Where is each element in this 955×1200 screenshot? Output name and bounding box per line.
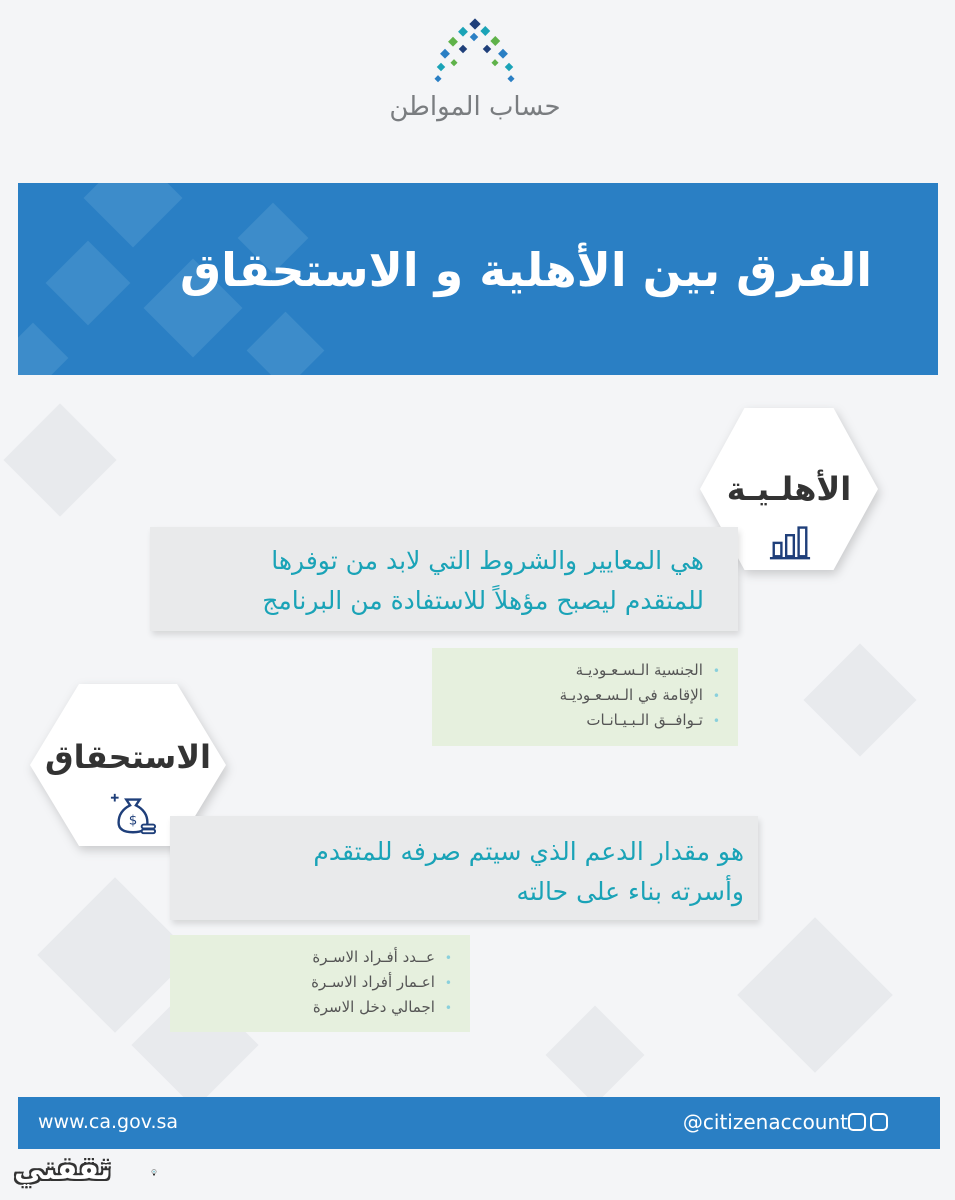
eligibility-definition xyxy=(150,527,738,631)
youtube-icon[interactable] xyxy=(870,1113,888,1131)
website-link[interactable]: www.ca.gov.sa xyxy=(38,1111,179,1133)
entitlement-definition-line: هو مقدار الدعم الذي سيتم صرفه للمتقدم xyxy=(313,837,744,866)
background-shape xyxy=(803,643,916,756)
title-banner xyxy=(18,183,938,375)
watermark-text: ثقفني xyxy=(14,1152,112,1187)
background-shape xyxy=(3,403,116,516)
social-handle-link[interactable]: @citizenaccount xyxy=(682,1110,848,1134)
background-shape xyxy=(546,1006,645,1105)
list-item: • اعـمار أفراد الاسـرة xyxy=(170,970,452,995)
background-shape xyxy=(737,917,893,1073)
eligibility-definition-line: هي المعايير والشروط التي لابد من توفرها xyxy=(271,546,704,575)
bar-chart-icon xyxy=(768,518,812,562)
twitter-icon[interactable] xyxy=(848,1113,866,1131)
entitlement-label: الاستحقاق xyxy=(44,738,212,776)
list-item: • عــدد أفـراد الاسـرة xyxy=(170,945,452,970)
banner-pattern xyxy=(46,241,131,326)
page-title: الفرق بين الأهلية و الاستحقاق xyxy=(179,243,872,297)
citizen-account-logo-icon xyxy=(430,18,520,88)
money-bag-icon xyxy=(108,790,158,838)
list-item: • اجمالي دخل الاسرة xyxy=(170,995,452,1020)
list-item: • الجنسية الـسـعـوديـة xyxy=(432,658,720,683)
eligibility-criteria-list xyxy=(432,648,738,746)
logo-text: حساب المواطن xyxy=(389,92,561,122)
eligibility-label: الأهلـيـة xyxy=(726,470,852,508)
entitlement-criteria-list xyxy=(170,935,470,1032)
footer-bar xyxy=(18,1097,940,1149)
banner-pattern xyxy=(84,183,183,247)
svg-text:$: $ xyxy=(128,813,138,829)
lightbulb-icon xyxy=(150,1150,190,1195)
entitlement-definition xyxy=(170,816,758,920)
entitlement-definition-line: وأسرته بناء على حالته xyxy=(516,877,744,906)
banner-pattern xyxy=(247,312,325,375)
eligibility-definition-line: للمتقدم ليصبح مؤهلاً للاستفادة من البرنامج xyxy=(262,586,704,615)
list-item: • الإقامة في الـسـعـوديـة xyxy=(432,683,720,708)
list-item: • تـوافــق الـبـيـانـات xyxy=(432,708,720,733)
banner-pattern xyxy=(18,323,68,375)
